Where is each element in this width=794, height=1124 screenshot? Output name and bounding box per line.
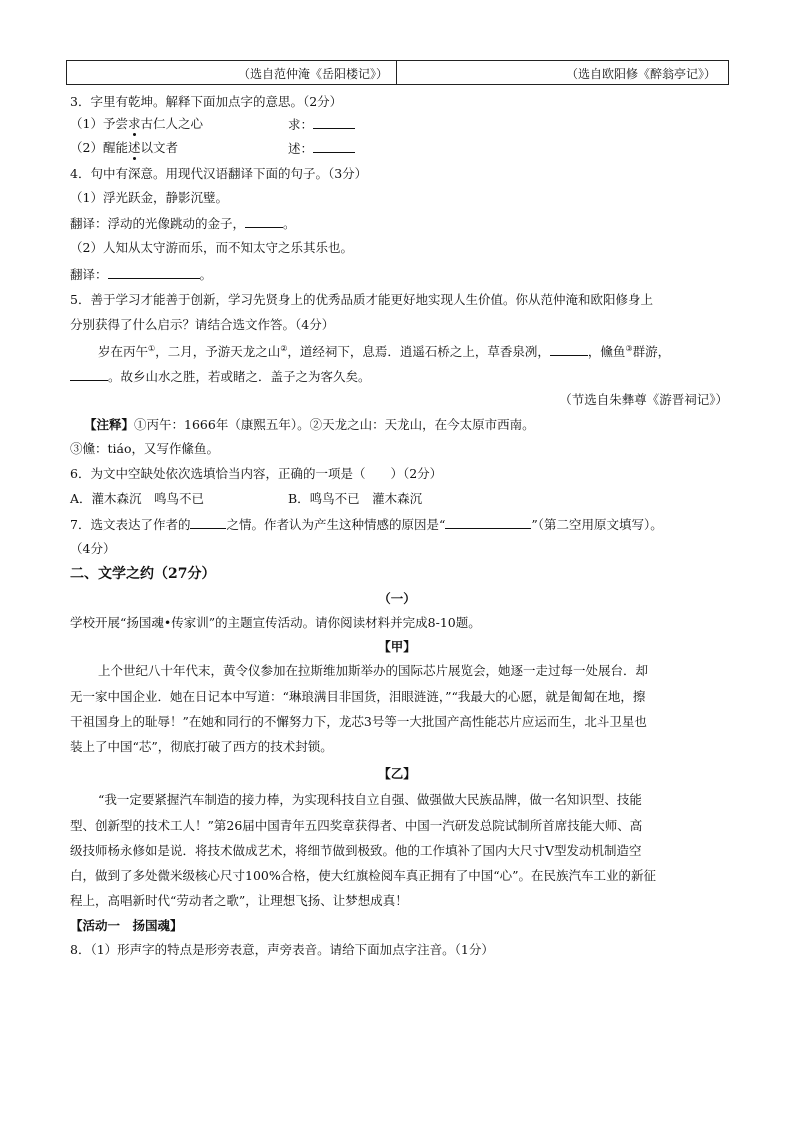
answer-blank[interactable] <box>313 116 355 129</box>
material-jia-title: 【甲】 <box>378 639 416 654</box>
jia-line1: 上个世纪八十年代末，黄令仪参加在拉斯维加斯举办的国际芯片展览会，她逐一走过每一处展台．却 <box>98 663 649 678</box>
answer-blank[interactable] <box>445 516 531 529</box>
yi-line1: “我一定要紧握汽车制造的接力棒，为实现科技自立自强、做强做大民族品牌，做一名知识型、技能 <box>98 792 642 807</box>
passage-blank[interactable] <box>70 368 108 381</box>
dotted-char: 述 <box>127 140 141 155</box>
dotted-char: 求 <box>127 116 141 131</box>
q3-item1: （1）予尝求古仁人之心 <box>70 116 203 131</box>
q3-item2: （2）醒能述以文者 <box>70 140 178 155</box>
yi-line5: 程上，高唱新时代“劳动者之歌”，让理想飞扬、让梦想成真！ <box>70 893 408 908</box>
q7-stem: 7．选文表达了作者的 之情。作者认为产生这种情感的原因是“ ”（第二空用原文填写）。 <box>70 517 663 532</box>
q5-line1: 5．善于学习才能善于创新，学习先贤身上的优秀品质才能更好地实现人生价值。你从范仲淹和欧阳修身上 <box>70 292 653 307</box>
q3-stem: 3．字里有乾坤。解释下面加点字的意思。（2分） <box>70 94 343 109</box>
yi-line4: 白，做到了多处微米级核心尺寸100%合格，使大红旗检阅车真正拥有了中国“心”。在民族汽车工业的新征 <box>70 868 657 883</box>
table-divider <box>396 61 397 84</box>
yi-line3: 级技师杨永修如是说．将技术做成艺术，将细节做到极致。他的工作填补了国内大尺寸V型发动机制造空 <box>70 843 642 858</box>
passage-note3: ③儵：tiáo，又写作絛鱼。 <box>70 441 219 456</box>
material-yi-title: 【乙】 <box>378 766 416 781</box>
section2-sub: （一） <box>378 591 416 606</box>
section2-intro: 学校开展“扬国魂•传家训”的主题宣传活动。请你阅读材料并完成8-10题。 <box>70 615 481 630</box>
q4-stem: 4．句中有深意。用现代汉语翻译下面的句子。（3分） <box>70 166 368 181</box>
answer-blank[interactable] <box>108 266 200 279</box>
source-right: （选自欧阳修《醉翁亭记》） <box>565 67 716 81</box>
q3-answer2: 述： <box>288 140 355 157</box>
q4-translation2: 翻译： 。 <box>70 267 213 282</box>
source-left: （选自范仲淹《岳阳楼记》） <box>237 67 388 81</box>
answer-blank[interactable] <box>190 516 226 529</box>
q4-item2: （2）人知从太守游而乐，而不知太守之乐其乐也。 <box>70 240 353 255</box>
q3-answer1: 求： <box>288 116 355 133</box>
jia-line3: 干祖国身上的耻辱！”在她和同行的不懈努力下，龙芯3号等一大批国产高性能芯片应运而生，北斗卫星也 <box>70 714 647 729</box>
passage-blank[interactable] <box>550 343 588 356</box>
activity1-title: 【活动一 扬国魂】 <box>70 918 183 933</box>
passage-source: （节选自朱彝尊《游晋祠记》） <box>559 392 728 407</box>
q4-translation1: 翻译：浮动的光像跳动的金子， 。 <box>70 216 296 231</box>
passage-line1: 岁在丙午①，二月，予游天龙之山②，道经祠下，息焉．逍遥石桥之上，草香泉冽， ，儵鱼③群游， <box>98 343 671 359</box>
answer-blank[interactable] <box>313 140 355 153</box>
section2-title: 二、文学之约（27分） <box>70 566 216 582</box>
yi-line2: 型、创新型的技术工人！”第26届中国青年五四奖章获得者、中国一汽研发总院试制所首席技能大师、高 <box>70 818 643 833</box>
q6-option-b[interactable]: B．鸣鸟不已 灌木森沉 <box>288 491 423 506</box>
q5-line2: 分别获得了什么启示？请结合选文作答。（4分） <box>70 317 335 332</box>
q8-stem: 8．（1）形声字的特点是形旁表意，声旁表音。请给下面加点字注音。（1分） <box>70 942 494 957</box>
answer-blank[interactable] <box>245 215 283 228</box>
q4-item1: （1）浮光跃金，静影沉璧。 <box>70 190 228 205</box>
passage-notes: 【注释】①丙午：1666年（康熙五年）。②天龙之山：天龙山，在今太原市西南。 <box>84 417 535 432</box>
source-table <box>66 60 729 85</box>
q7-score: （4分） <box>70 541 116 556</box>
passage-line2: 。故乡山水之胜，若或睹之．盖子之为客久矣。 <box>70 368 371 385</box>
jia-line2: 无一家中国企业．她在日记本中写道：“琳琅满目非国货，泪眼涟涟，”“我最大的心愿，就是匍匐在地，擦 <box>70 689 646 704</box>
jia-line4: 装上了中国“芯”，彻底打破了西方的技术封锁。 <box>70 739 333 754</box>
q6-stem: 6．为文中空缺处依次选填恰当内容，正确的一项是（ ）（2分） <box>70 466 443 481</box>
q6-option-a[interactable]: A．灌木森沉 鸣鸟不已 <box>70 491 205 506</box>
